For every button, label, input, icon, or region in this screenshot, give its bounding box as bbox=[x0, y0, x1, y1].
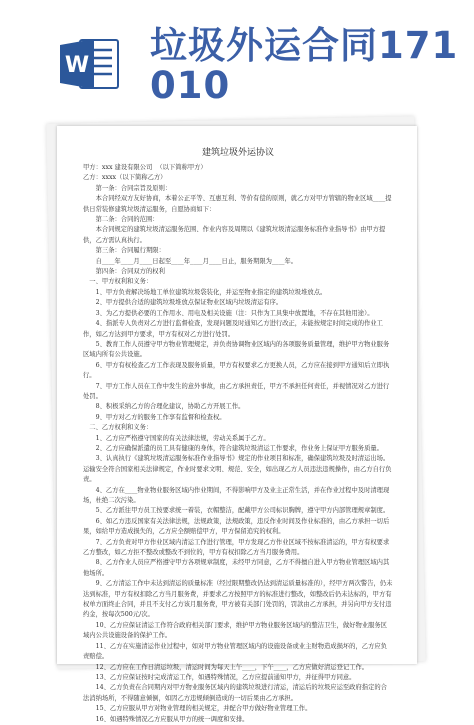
document-paragraph: 6、如乙方违反国家有关法律法规，法规政策，法规政策，违反作业时间及作业标准的，由乙方承担一切后果，如给甲方造成损失的，乙方应全额赔偿甲方，甲方保留追究的权利。 bbox=[83, 517, 390, 536]
document-paragraph: 16、如遇特殊情况乙方应服从甲方的统一调度和安排。 bbox=[95, 715, 249, 723]
document-paragraph: 第四条：合同双方的权利 bbox=[95, 268, 165, 276]
document-paragraph: 3、认真执行《建筑垃圾清运服务标准作业指导书》规定的作业项目和标准，确保建筑垃圾及时清运出场。运输安全符合国家相关法律规定，作业时要求文明、规范、安全，如出现乙方人员违法违规操作，由乙方自行负责。 bbox=[83, 455, 392, 484]
document-paragraph: 7、乙方负责对甲方作业区域内清运工作进行管理，甲方发现乙方作业区域不按标准清运的，甲方有权要求乙方整改，如乙方拒不整改或整改不到位的，甲方有权扣除乙方当月服务费用。 bbox=[83, 538, 390, 557]
header bbox=[0, 0, 474, 118]
page-title: 垃圾外运合同171010 bbox=[150, 24, 459, 107]
document-paragraph: 8、积极采纳乙方的合理化建议，协助乙方开展工作。 bbox=[95, 403, 245, 411]
document-paragraph: 8、乙方作业人员应严格遵守甲方各项规章制度，未经甲方同意，乙方不得擅自进入甲方物业管理区域内其他场所。 bbox=[83, 559, 390, 577]
document-paragraph: 9、甲方对乙方的服务工作享有监督和检查权。 bbox=[95, 413, 226, 421]
document-paragraph: 2、甲方提供合适的建筑垃圾堆放点保证物业区域内垃圾清运有序。 bbox=[95, 299, 283, 307]
document-paragraph: 6、甲方有权检查乙方工作表现及服务质量，甲方有权要求乙方更换人员，乙方应在接到甲方通知后立即执行。 bbox=[83, 361, 390, 380]
document-paragraph: 11、乙方在实施清运作业过程中，如对甲方物业管理区域内的设施设备或业主财物造成损坏的，乙方应负责赔偿。 bbox=[83, 642, 387, 661]
document-paragraph: 5、教育工作人员遵守甲方物业管理规定，并负责协调物业区域内的各项服务质量管理，维护甲方物业服务区域内所有公共设施。 bbox=[83, 340, 390, 359]
document-paragraph: 本合同规定的建筑垃圾清运服务范围、作业内容及周期以《建筑垃圾清运服务标准作业指导书》由甲方提供，乙方需认真执行。 bbox=[83, 226, 386, 244]
document-paragraph: 5、乙方派往甲方员工按要求统一着装，衣帽整洁，配戴甲方公司标识胸牌，遵守甲方内部管理规章制度。 bbox=[95, 507, 390, 515]
document-paragraph: 1、甲方负责解决场地工单位建筑垃圾袋装化，并运至物业指定的建筑垃圾堆放点。 bbox=[95, 288, 327, 296]
document-paragraph: 乙方：xxxx（以下简称乙方） bbox=[83, 174, 167, 182]
document-paragraph: 15、乙方应服从甲方对物业管理的相关规定，并配合甲方做好物业管理工作。 bbox=[95, 705, 312, 713]
document-paragraph: 甲方：xxx 建设有限公司 （以下简称甲方） bbox=[83, 164, 207, 171]
document-paragraph: 4、乙方在____物业物业服务区域内作业期间，不得影响甲方及业主正常生活，并在作业过程中及时清理现场，杜绝二次污染。 bbox=[83, 486, 390, 504]
document-paragraph: 4、指派专人负责对乙方进行监督检查，发现问题及时通知乙方进行改正，未能按规定时间完成的作业工作，如乙方达到甲方要求，甲方有权对乙方进行处罚。 bbox=[83, 320, 383, 338]
document-paragraph: 7、甲方工作人员在工作中发生的意外事故，由乙方承担责任，甲方不承担任何责任，并视情况对乙方进行处罚。 bbox=[83, 382, 390, 400]
word-document-icon bbox=[60, 36, 120, 92]
document-paragraph: 3、为乙方提供必要的工作用水、用电及相关设施（注：只作为工具集中放置地，不存在其他用途）。 bbox=[95, 309, 374, 317]
document-paragraph: 第二条：合同的范围： bbox=[95, 216, 159, 224]
document-paragraph: 12、乙方应在工作日清运垃圾，清运时间为每天上午____，下午____，乙方应做好清运登记工作。 bbox=[95, 663, 369, 671]
document-paragraph: 第三条：合同履行期限： bbox=[95, 247, 165, 255]
document-page bbox=[57, 126, 417, 723]
document-paragraph: 10、乙方应保证清运工作符合政府相关部门要求，维护甲方物业服务区域内的整洁卫生，做好物业服务区域内公共设施设备的保护工作。 bbox=[83, 621, 387, 640]
document-title: 建筑垃圾外运协议 bbox=[201, 148, 274, 158]
document-paragraph: 第一条：合同宗旨及原则： bbox=[95, 184, 172, 192]
document-paragraph: 2、乙方应确保派遣的员工具有健康的身体，符合建筑垃圾清运工作要求，作业务上保证甲方服务质量。 bbox=[95, 444, 383, 452]
document-paragraph: 自____年____月____日起至____年____月____日止，服务期限为____年。 bbox=[95, 257, 298, 265]
document-paragraph: 14、乙方负责在合同期内对甲方物业服务区域内的建筑垃圾进行清运，清运后的垃圾应运至政府指定的合法消纳场所，不得随意倾倒，如因乙方违规倾倒造成的一切后果由乙方承担。 bbox=[83, 684, 387, 702]
document-paragraph: 1、乙方应严格遵守国家的有关法律法规，劳动关系属于乙方。 bbox=[95, 434, 270, 442]
document-paragraph: 13、乙方应保证按时完成清运工作，如遇特殊情况，乙方应提前通知甲方，并征得甲方同意。 bbox=[95, 673, 356, 681]
svg-text:W: W bbox=[64, 53, 90, 78]
document-paragraph: 9、乙方清运工作中未达到清运的质量标准（经过限期整改仍达到清运质量标准的），经甲方两次警告，仍未达到标准，甲方有权扣除乙方当月服务费，并要求乙方按照甲方的标准进行整改，如整改后仍未达标的，甲方有权单方面终止合同，并且不支付乙方该月服务费，甲方被有关部门处罚的，罚款由乙方承担，并另向甲方支付违约金，按每次500元/次。 bbox=[83, 580, 393, 619]
document-body bbox=[83, 146, 393, 725]
document-paragraph: 本合同经双方友好协商，本着公正平等、互惠互利、等价有偿的原则，就乙方对甲方管辖的物业区域____提供日常装修建筑垃圾清运服务，自愿协商如下： bbox=[83, 195, 392, 213]
document-paragraph: 二、乙方权利和义务： bbox=[89, 424, 153, 432]
document-lines bbox=[83, 163, 393, 725]
document-paragraph: 一、甲方权利和义务： bbox=[89, 278, 153, 286]
